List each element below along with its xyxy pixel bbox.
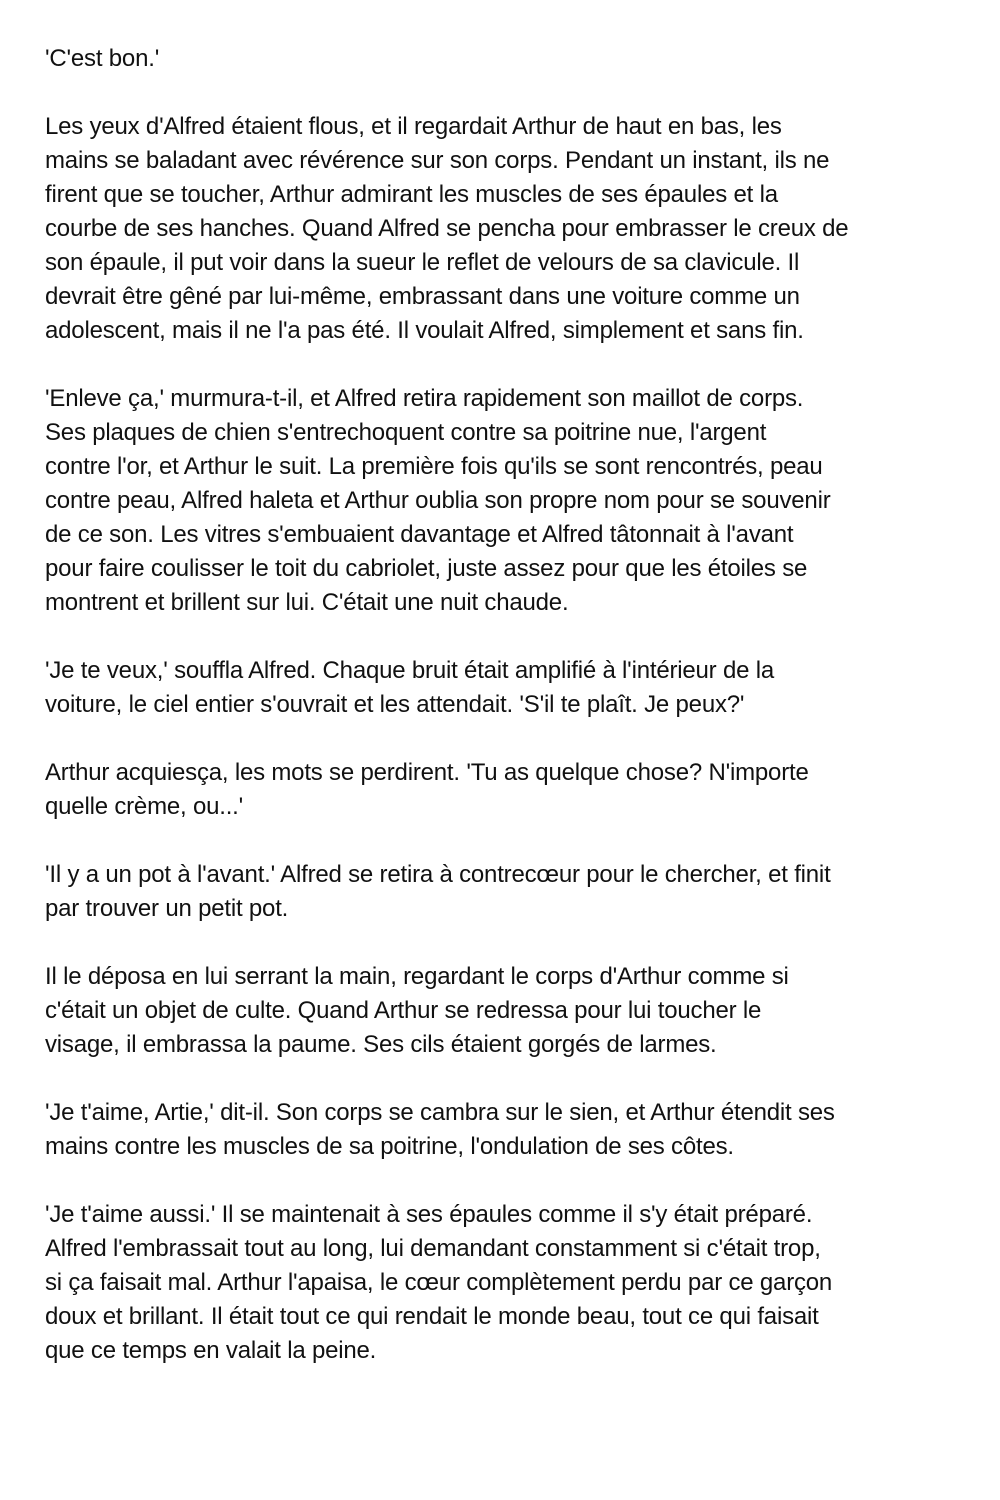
paragraph-6: 'Il y a un pot à l'avant.' Alfred se retira à contrecœur pour le chercher, et finit par trouver un petit pot.: [45, 861, 831, 922]
paragraph-4: 'Je te veux,' souffla Alfred. Chaque bruit était amplifié à l'intérieur de la voiture, le ciel entier s'ouvrait et les attendait. 'S'il te plaît. Je peux?': [45, 657, 774, 718]
paragraph-1: 'C'est bon.': [45, 45, 160, 72]
paragraph-2: Les yeux d'Alfred étaient flous, et il regardait Arthur de haut en bas, les mains se baladant avec révérence sur son corps. Pendant un instant, ils ne firent que se toucher, Arthur admirant les muscles de ses épaules et la courbe de ses hanches. Quand Alfred se pencha pour embrasser le creux de son épaule, il put voir dans la sueur le reflet de velours de sa clavicule. Il devrait être gêné par lui-même, embrassant dans une voiture comme un adolescent, mais il ne l'a pas été. Il voulait Alfred, simplement et sans fin.: [45, 113, 849, 344]
paragraph-8: 'Je t'aime, Artie,' dit-il. Son corps se cambra sur le sien, et Arthur étendit ses mains contre les muscles de sa poitrine, l'ondulation de ses côtes.: [45, 1099, 835, 1160]
paragraph-3: 'Enleve ça,' murmura-t-il, et Alfred retira rapidement son maillot de corps. Ses plaques de chien s'entrechoquent contre sa poitrine nue, l'argent contre l'or, et Arthur le suit. La première fois qu'ils se sont rencontrés, peau contre peau, Alfred haleta et Arthur oublia son propre nom pour se souvenir de ce son. Les vitres s'embuaient davantage et Alfred tâtonnait à l'avant pour faire coulisser le toit du cabriolet, juste assez pour que les étoiles se montrent et brillent sur lui. C'était une nuit chaude.: [45, 385, 831, 616]
paragraph-9: 'Je t'aime aussi.' Il se maintenait à ses épaules comme il s'y était préparé. Alfred l'embrassait tout au long, lui demandant constamment si c'était trop, si ça faisait mal. Arthur l'apaisa, le cœur complètement perdu par ce garçon doux et brillant. Il était tout ce qui rendait le monde beau, tout ce qui faisait que ce temps en valait la peine.: [45, 1201, 833, 1364]
paragraph-5: Arthur acquiesça, les mots se perdirent. 'Tu as quelque chose? N'importe quelle crème, ou...': [45, 759, 809, 820]
document-page: [45, 42, 965, 1402]
paragraph-7: Il le déposa en lui serrant la main, regardant le corps d'Arthur comme si c'était un objet de culte. Quand Arthur se redressa pour lui toucher le visage, il embrassa la paume. Ses cils étaient gorgés de larmes.: [45, 963, 789, 1058]
